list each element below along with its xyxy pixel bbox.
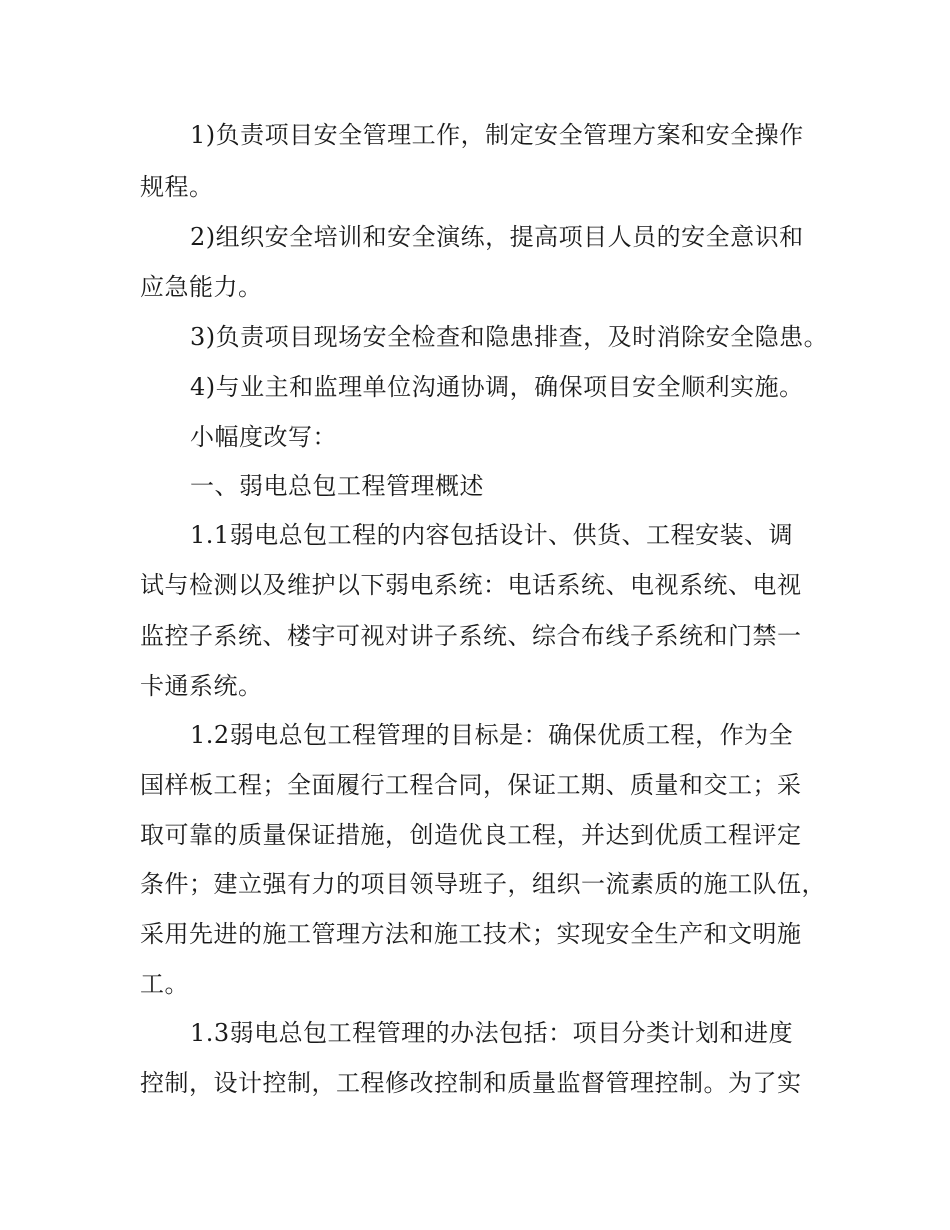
text-line: 国样板工程；全面履行工程合同，保证工期、质量和交工；采 — [140, 771, 802, 799]
text-line: 小幅度改写： — [190, 423, 337, 451]
text-line: 1.3弱电总包工程管理的办法包括：项目分类计划和进度 — [190, 1019, 794, 1047]
text-line: 控制，设计控制，工程修改控制和质量监督管理控制。为了实 — [140, 1069, 802, 1097]
text-line: 1.1弱电总包工程的内容包括设计、供货、工程安装、调 — [190, 521, 794, 549]
text-line: 1.2弱电总包工程管理的目标是：确保优质工程，作为全 — [190, 721, 794, 749]
text-line: 1)负责项目安全管理工作，制定安全管理方案和安全操作 — [190, 121, 804, 149]
text-line: 取可靠的质量保证措施，创造优良工程，并达到优质工程评定 — [140, 821, 802, 849]
text-line: 卡通系统。 — [140, 672, 263, 700]
text-line: 采用先进的施工管理方法和施工技术；实现安全生产和文明施 — [140, 920, 802, 948]
text-line: 条件；建立强有力的项目领导班子，组织一流素质的施工队伍， — [140, 870, 826, 898]
text-line: 工。 — [140, 970, 189, 998]
section-heading: 一、弱电总包工程管理概述 — [190, 472, 484, 500]
text-line: 规程。 — [140, 173, 214, 201]
text-line: 监控子系统、楼宇可视对讲子系统、综合布线子系统和门禁一 — [140, 622, 802, 650]
text-line: 4)与业主和监理单位沟通协调，确保项目安全顺利实施。 — [190, 373, 804, 401]
text-line: 试与检测以及维护以下弱电系统：电话系统、电视系统、电视 — [140, 571, 802, 599]
text-line: 2)组织安全培训和安全演练，提高项目人员的安全意识和 — [190, 223, 804, 251]
text-line: 3)负责项目现场安全检查和隐患排查，及时消除安全隐患。 — [190, 323, 829, 351]
text-line: 应急能力。 — [140, 273, 263, 301]
